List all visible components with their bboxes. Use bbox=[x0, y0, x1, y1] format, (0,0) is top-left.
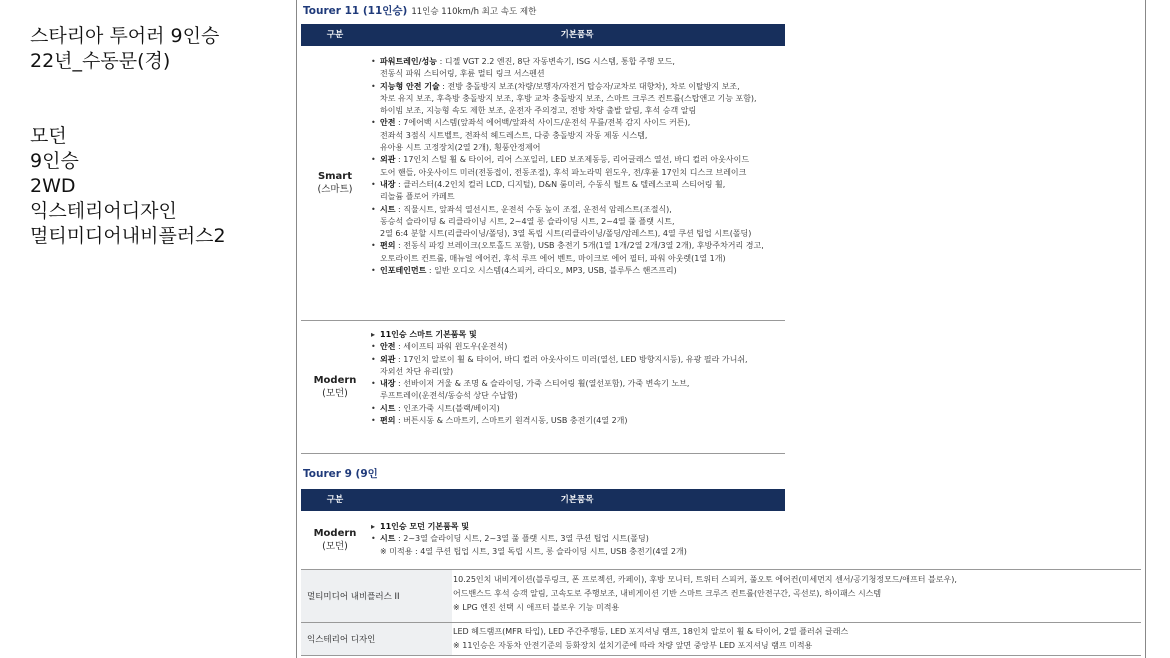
list-item bbox=[371, 154, 785, 166]
item-text: 오토라이트 컨트롤, 매뉴얼 에어컨, 후석 루프 에어 벤트, 마이크로 에어 필터, 파워 아웃렛(1열 1개) bbox=[380, 253, 726, 263]
item-list bbox=[371, 521, 785, 558]
list-item bbox=[371, 179, 785, 191]
col-header-category: 구분 bbox=[326, 495, 344, 505]
list-item bbox=[371, 253, 785, 265]
item-text: : 일반 오디오 시스템(4스피커, 라디오, MP3, USB, 블루투스 핸즈프리) bbox=[426, 266, 677, 276]
item-category: 안전 bbox=[380, 342, 396, 352]
item-text: : 7에어백 시스템(앞좌석 에어백/앞좌석 사이드/운전석 무릎/전복 감지 사이드 커튼), bbox=[395, 118, 691, 128]
list-item bbox=[371, 378, 785, 390]
item-text: 유아용 시트 고정장치(2열 2개), 횡풍안정제어 bbox=[380, 143, 541, 153]
item-category: 파워트레인/성능 bbox=[380, 57, 438, 66]
item-text: : 17인치 알로이 휠 & 타이어, 바디 컬러 아웃사이드 미러(열선, LED 방향지시등), 유광 필라 가니쉬, bbox=[395, 354, 748, 364]
section1-subtitle: 11인승 110km/h 최고 속도 제한 bbox=[411, 7, 537, 17]
item-text: : 직물시트, 앞좌석 열선시트, 운전석 수동 높이 조절, 운전석 암레스트(조절식), bbox=[395, 204, 672, 214]
item-category: 외관 bbox=[380, 155, 396, 165]
list-item bbox=[371, 228, 785, 240]
item-category: 안전 bbox=[380, 118, 396, 128]
item-text: ※ 미적용 : 4열 쿠션 팁업 시트, 3열 독립 시트, 롱 슬라이딩 시트, USB 충전기(4열 2개) bbox=[380, 546, 687, 556]
list-item bbox=[371, 130, 785, 142]
row-label-ko: (스마트) bbox=[317, 184, 353, 195]
list-item bbox=[371, 521, 785, 533]
item-text: : 세이프티 파워 윈도우(운전석) bbox=[395, 342, 508, 352]
spec-trim: 모던 bbox=[30, 125, 67, 147]
option-exterior-design bbox=[301, 623, 1141, 655]
row-label-ko: (모던) bbox=[322, 388, 348, 399]
option-line: 어드밴스드 후석 승객 알림, 고속도로 주행보조, 내비게이션 기반 스마트 크루즈 컨트롤(안전구간, 곡선로), 하이패스 시스템 bbox=[453, 589, 882, 598]
list-item bbox=[371, 329, 785, 341]
item-text: : 버튼시동 & 스마트키, 스마트키 원격시동, USB 충전기(4열 2개) bbox=[395, 416, 628, 426]
list-item bbox=[371, 240, 785, 252]
option-name: 멀티미디어 내비플러스 II bbox=[301, 570, 452, 622]
item-category: 내장 bbox=[380, 379, 396, 389]
item-category: 시트 bbox=[380, 534, 396, 544]
option-line: 10.25인치 내비게이션(블루링크, 폰 프로젝션, 카페이), 후방 모니터, 트위터 스피커, 풀오토 에어컨(미세먼지 센서/공기청정모드/애프터 블로우), bbox=[453, 575, 957, 584]
col-header-items: 기본품목 bbox=[560, 30, 594, 40]
list-item bbox=[371, 167, 785, 179]
spec-seats: 9인승 bbox=[30, 150, 79, 172]
item-category: 11인승 스마트 기본품목 및 bbox=[380, 330, 477, 339]
table-row-modern-9 bbox=[301, 511, 785, 569]
item-text: : 2~3열 슬라이딩 시트, 2~3열 풀 플랫 시트, 3열 쿠션 팁업 시트(폴딩) bbox=[395, 534, 649, 544]
option-multimedia bbox=[301, 570, 1141, 622]
item-text: 자외선 차단 유리(앞) bbox=[380, 366, 454, 376]
list-item bbox=[371, 56, 785, 68]
list-item bbox=[371, 216, 785, 228]
car-subtitle: 22년_수동문(경) bbox=[30, 50, 171, 72]
item-category: 11인승 모던 기본품목 및 bbox=[380, 522, 470, 531]
list-item bbox=[371, 415, 785, 427]
row-label: Modern bbox=[313, 528, 357, 539]
section2-title: Tourer 9 (9인 bbox=[303, 468, 378, 480]
list-item bbox=[371, 93, 785, 105]
option-line: LED 헤드램프(MFR 타입), LED 주간주행등, LED 포지셔닝 램프, 18인치 알로이 휠 & 타이어, 2열 플러쉬 글래스 bbox=[453, 627, 849, 636]
row-label: Smart bbox=[317, 171, 353, 182]
spec-document bbox=[296, 0, 1146, 658]
section1-table-header bbox=[301, 24, 785, 46]
item-text: : 17인치 스틸 휠 & 타이어, 리어 스포일러, LED 보조제동등, 리어글래스 열선, 바디 컬러 아웃사이드 bbox=[395, 155, 750, 165]
item-text: 도어 핸들, 아웃사이드 미러(전동접이, 전동조절), 후석 파노라믹 윈도우, 전/후륜 17인치 디스크 브레이크 bbox=[380, 167, 747, 177]
list-item bbox=[371, 390, 785, 402]
item-category: 시트 bbox=[380, 204, 396, 214]
item-text: 차로 유지 보조, 후측방 충돌방지 보조, 후방 교차 충돌방지 보조, 스마트 크루즈 컨트롤(스탑앤고 기능 포함), bbox=[380, 93, 757, 103]
item-text: : 클러스터(4.2인치 컬러 LCD, 디지털), D&N 룸미러, 수동식 틸트 & 텔레스코픽 스티어링 휠, bbox=[395, 179, 726, 189]
list-item bbox=[371, 546, 785, 558]
list-item bbox=[371, 117, 785, 129]
item-list bbox=[371, 56, 785, 277]
item-text: 동승석 슬라이딩 & 리클라이닝 시트, 2~4열 롱 슬라이딩 시트, 2~4열 풀 플랫 시트, bbox=[380, 216, 675, 226]
list-item bbox=[371, 142, 785, 154]
car-title: 스타리아 투어러 9인승 bbox=[30, 25, 220, 47]
list-item bbox=[371, 81, 785, 93]
item-text: : 전동식 파킹 브레이크(오토홀드 포함), USB 충전기 5개(1열 1개/2열 2개/3열 2개), 후방주차거리 경고, bbox=[395, 241, 764, 251]
section1-title: Tourer 11 (11인승) 11인승 110km/h 최고 속도 제한 bbox=[303, 5, 537, 17]
spec-drive: 2WD bbox=[30, 175, 76, 197]
option-line: ※ 11인승은 자동차 안전기준의 등화장치 설치기준에 따라 차량 앞면 중앙부 LED 포지셔닝 램프 미적용 bbox=[453, 641, 813, 650]
item-text: 리놀륨 플로어 카페트 bbox=[380, 192, 455, 202]
item-text: 하이빔 보조, 지능형 속도 제한 보조, 운전자 주의경고, 전방 차량 출발 알림, 후석 승객 알림 bbox=[380, 106, 697, 116]
list-item bbox=[371, 191, 785, 203]
item-category: 편의 bbox=[380, 241, 396, 251]
spec-multimedia-option: 멀티미디어내비플러스2 bbox=[30, 225, 226, 247]
list-item bbox=[371, 341, 785, 353]
item-text: : 전방 충돌방지 보조(차량/보행자/자전거 탑승자/교차로 대향차), 차로 이탈방지 보조, bbox=[439, 81, 740, 91]
item-text: : 인조가죽 시트(블랙/베이지) bbox=[395, 403, 500, 413]
item-category: 인포테인먼트 bbox=[380, 266, 427, 276]
item-category: 지능형 안전 기술 bbox=[380, 81, 440, 91]
item-list bbox=[371, 329, 785, 427]
list-item bbox=[371, 533, 785, 545]
col-header-items: 기본품목 bbox=[560, 495, 594, 505]
table-row-smart bbox=[301, 46, 785, 321]
item-category: 시트 bbox=[380, 403, 396, 413]
option-line: ※ LPG 엔진 선택 시 애프터 블로우 기능 미적용 bbox=[453, 603, 620, 612]
item-category: 내장 bbox=[380, 179, 396, 189]
item-text: 전동식 파워 스티어링, 후륜 멀티 링크 서스펜션 bbox=[380, 69, 545, 79]
item-category: 편의 bbox=[380, 416, 396, 426]
spec-exterior-option: 익스테리어디자인 bbox=[30, 200, 177, 222]
list-item bbox=[371, 204, 785, 216]
list-item bbox=[371, 68, 785, 80]
section2-table-header bbox=[301, 489, 785, 511]
item-text: 루프트레이(운전석/동승석 상단 수납함) bbox=[380, 391, 518, 401]
list-item bbox=[371, 366, 785, 378]
list-item bbox=[371, 354, 785, 366]
list-item bbox=[371, 403, 785, 415]
option-name: 익스테리어 디자인 bbox=[301, 623, 452, 655]
list-item bbox=[371, 105, 785, 117]
col-header-category: 구분 bbox=[326, 30, 344, 40]
left-panel bbox=[30, 24, 280, 249]
list-item bbox=[371, 265, 785, 277]
item-text: 2열 6:4 분할 시트(리클라이닝/폴딩), 3열 독립 시트(리클라이닝/폴딩/암레스트), 4열 쿠션 팁업 시트(폴딩) bbox=[380, 229, 752, 239]
item-text: 전좌석 3점식 시트벨트, 전좌석 헤드레스트, 다중 충돌방지 자동 제동 시스템, bbox=[380, 130, 648, 140]
row-label: Modern bbox=[313, 375, 357, 386]
item-category: 외관 bbox=[380, 354, 396, 364]
item-text: : 선바이저 거울 & 조명 & 슬라이딩, 가죽 스티어링 휠(열선포함), 가죽 변속기 노브, bbox=[395, 379, 690, 389]
item-text: : 디젤 VGT 2.2 엔진, 8단 자동변속기, ISG 시스템, 통합 주행 모드, bbox=[437, 57, 675, 66]
row-label-ko: (모던) bbox=[322, 541, 348, 552]
table-row-modern bbox=[301, 321, 785, 454]
